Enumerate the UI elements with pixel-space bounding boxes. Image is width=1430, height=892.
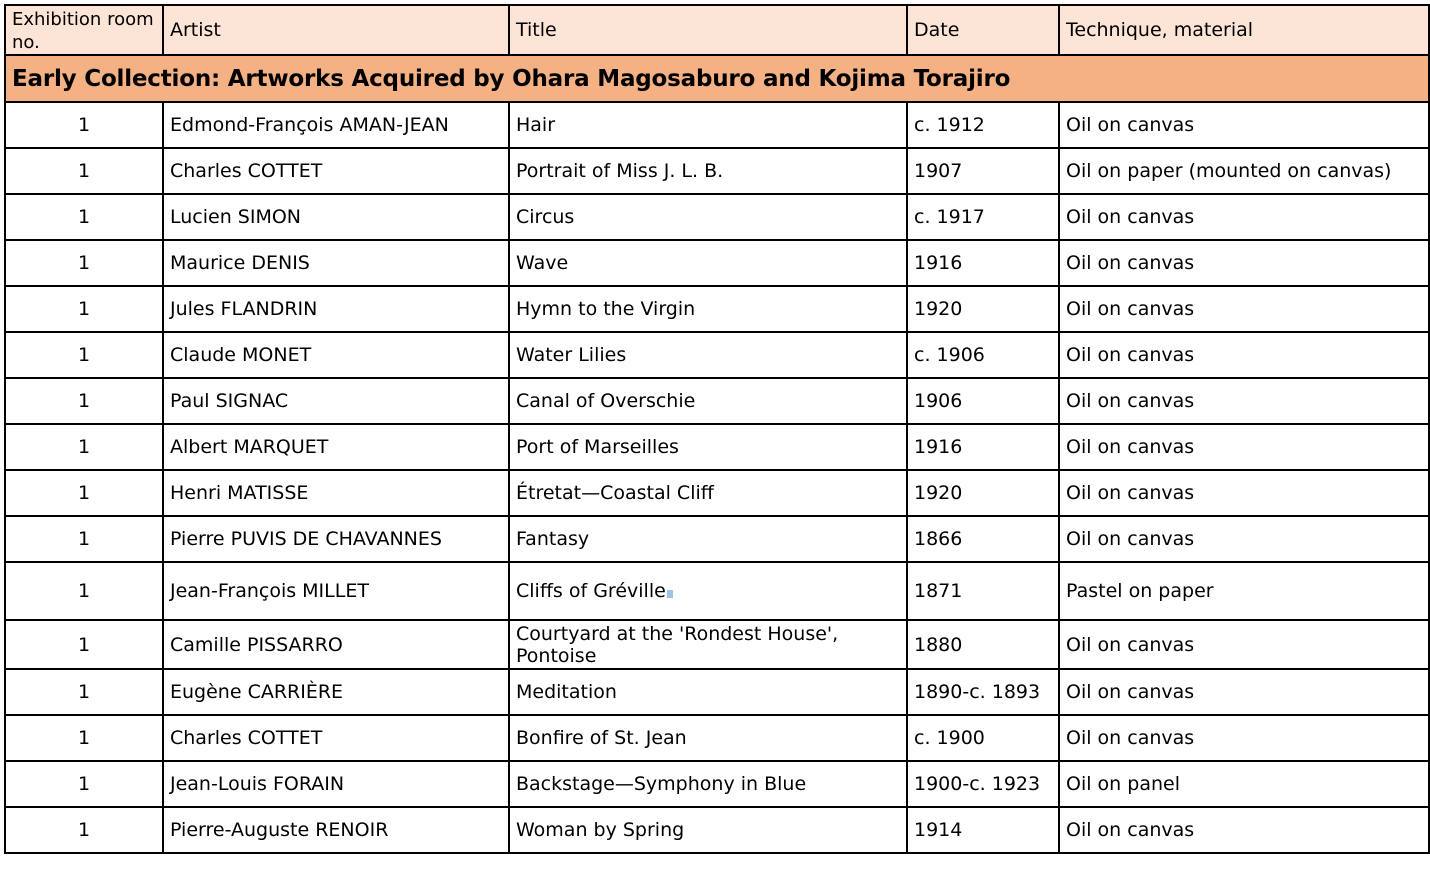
cell-title[interactable]: Meditation bbox=[509, 669, 907, 715]
cell-room[interactable]: 1 bbox=[5, 102, 163, 148]
cell-title[interactable]: Backstage—Symphony in Blue bbox=[509, 761, 907, 807]
cell-room[interactable]: 1 bbox=[5, 194, 163, 240]
cell-date[interactable]: 1916 bbox=[907, 240, 1059, 286]
table-row bbox=[5, 761, 1429, 807]
cell-artist[interactable]: Lucien SIMON bbox=[163, 194, 509, 240]
cell-title-text: Cliffs of Gréville bbox=[516, 580, 666, 602]
cell-technique[interactable]: Oil on canvas bbox=[1059, 240, 1429, 286]
cell-date[interactable]: 1920 bbox=[907, 286, 1059, 332]
cell-title[interactable]: Circus bbox=[509, 194, 907, 240]
cell-title[interactable]: Courtyard at the 'Rondest House', Pontoise bbox=[509, 620, 907, 669]
column-header-date[interactable]: Date bbox=[907, 5, 1059, 55]
cell-title[interactable]: Water Lilies bbox=[509, 332, 907, 378]
cell-date[interactable]: 1880 bbox=[907, 620, 1059, 669]
cell-artist[interactable]: Jean-François MILLET bbox=[163, 562, 509, 620]
cell-artist[interactable]: Henri MATISSE bbox=[163, 470, 509, 516]
cell-date[interactable]: 1907 bbox=[907, 148, 1059, 194]
cell-date[interactable]: 1906 bbox=[907, 378, 1059, 424]
cell-date[interactable]: 1871 bbox=[907, 562, 1059, 620]
table-row bbox=[5, 194, 1429, 240]
cell-date[interactable]: c. 1917 bbox=[907, 194, 1059, 240]
cell-room[interactable]: 1 bbox=[5, 620, 163, 669]
cell-room[interactable]: 1 bbox=[5, 424, 163, 470]
cell-technique[interactable]: Oil on canvas bbox=[1059, 332, 1429, 378]
table-header bbox=[5, 5, 1429, 55]
cell-technique[interactable]: Oil on canvas bbox=[1059, 378, 1429, 424]
cell-date[interactable]: c. 1900 bbox=[907, 715, 1059, 761]
cell-technique[interactable]: Oil on panel bbox=[1059, 761, 1429, 807]
cell-room[interactable]: 1 bbox=[5, 807, 163, 853]
collection-table bbox=[4, 4, 1430, 854]
table-row bbox=[5, 332, 1429, 378]
column-header-title[interactable]: Title bbox=[509, 5, 907, 55]
cell-date[interactable]: 1890-c. 1893 bbox=[907, 669, 1059, 715]
cell-artist[interactable]: Paul SIGNAC bbox=[163, 378, 509, 424]
cell-title[interactable]: Étretat—Coastal Cliff bbox=[509, 470, 907, 516]
header-row bbox=[5, 5, 1429, 55]
cell-title[interactable]: Canal of Overschie bbox=[509, 378, 907, 424]
cell-title[interactable] bbox=[509, 562, 907, 620]
cell-title[interactable]: Bonfire of St. Jean bbox=[509, 715, 907, 761]
cell-room[interactable]: 1 bbox=[5, 669, 163, 715]
cell-room[interactable]: 1 bbox=[5, 240, 163, 286]
cell-title[interactable]: Portrait of Miss J. L. B. bbox=[509, 148, 907, 194]
cell-room[interactable]: 1 bbox=[5, 332, 163, 378]
table-row bbox=[5, 669, 1429, 715]
cell-date[interactable]: 1920 bbox=[907, 470, 1059, 516]
cell-title[interactable]: Hair bbox=[509, 102, 907, 148]
cell-technique[interactable]: Oil on canvas bbox=[1059, 715, 1429, 761]
cell-artist[interactable]: Charles COTTET bbox=[163, 148, 509, 194]
section-heading[interactable]: Early Collection: Artworks Acquired by Ohara Magosaburo and Kojima Torajiro bbox=[5, 55, 1429, 102]
cell-technique[interactable]: Pastel on paper bbox=[1059, 562, 1429, 620]
cell-technique[interactable]: Oil on paper (mounted on canvas) bbox=[1059, 148, 1429, 194]
table-row bbox=[5, 470, 1429, 516]
cell-title[interactable]: Hymn to the Virgin bbox=[509, 286, 907, 332]
table-row bbox=[5, 240, 1429, 286]
cell-room[interactable]: 1 bbox=[5, 516, 163, 562]
cell-artist[interactable]: Claude MONET bbox=[163, 332, 509, 378]
cell-date[interactable]: 1900-c. 1923 bbox=[907, 761, 1059, 807]
table-body bbox=[5, 55, 1429, 853]
table-row bbox=[5, 286, 1429, 332]
cell-technique[interactable]: Oil on canvas bbox=[1059, 620, 1429, 669]
cell-room[interactable]: 1 bbox=[5, 761, 163, 807]
cell-technique[interactable]: Oil on canvas bbox=[1059, 516, 1429, 562]
cell-title[interactable]: Port of Marseilles bbox=[509, 424, 907, 470]
cell-date[interactable]: c. 1912 bbox=[907, 102, 1059, 148]
cell-date[interactable]: 1914 bbox=[907, 807, 1059, 853]
cell-artist[interactable]: Charles COTTET bbox=[163, 715, 509, 761]
table-row bbox=[5, 102, 1429, 148]
table-row bbox=[5, 807, 1429, 853]
cell-title[interactable]: Wave bbox=[509, 240, 907, 286]
table-row bbox=[5, 424, 1429, 470]
cell-technique[interactable]: Oil on canvas bbox=[1059, 669, 1429, 715]
cell-room[interactable]: 1 bbox=[5, 286, 163, 332]
column-header-technique[interactable]: Technique, material bbox=[1059, 5, 1429, 55]
cell-room[interactable]: 1 bbox=[5, 378, 163, 424]
cell-technique[interactable]: Oil on canvas bbox=[1059, 194, 1429, 240]
cell-artist[interactable]: Maurice DENIS bbox=[163, 240, 509, 286]
cell-room[interactable]: 1 bbox=[5, 715, 163, 761]
section-row bbox=[5, 55, 1429, 102]
cell-artist[interactable]: Edmond-François AMAN-JEAN bbox=[163, 102, 509, 148]
cell-artist[interactable]: Jean-Louis FORAIN bbox=[163, 761, 509, 807]
column-header-artist[interactable]: Artist bbox=[163, 5, 509, 55]
table-row bbox=[5, 620, 1429, 669]
column-header-room[interactable]: Exhibition room no. bbox=[5, 5, 163, 55]
cell-technique[interactable]: Oil on canvas bbox=[1059, 424, 1429, 470]
comment-marker-icon bbox=[667, 590, 673, 598]
table-row bbox=[5, 715, 1429, 761]
cell-technique[interactable]: Oil on canvas bbox=[1059, 807, 1429, 853]
cell-artist[interactable]: Jules FLANDRIN bbox=[163, 286, 509, 332]
table-row bbox=[5, 516, 1429, 562]
cell-title[interactable]: Woman by Spring bbox=[509, 807, 907, 853]
cell-room[interactable]: 1 bbox=[5, 562, 163, 620]
cell-technique[interactable]: Oil on canvas bbox=[1059, 470, 1429, 516]
cell-title[interactable]: Fantasy bbox=[509, 516, 907, 562]
cell-room[interactable]: 1 bbox=[5, 470, 163, 516]
cell-artist[interactable]: Eugène CARRIÈRE bbox=[163, 669, 509, 715]
table-row bbox=[5, 562, 1429, 620]
cell-room[interactable]: 1 bbox=[5, 148, 163, 194]
cell-artist[interactable]: Camille PISSARRO bbox=[163, 620, 509, 669]
cell-artist[interactable]: Pierre-Auguste RENOIR bbox=[163, 807, 509, 853]
table-row bbox=[5, 378, 1429, 424]
cell-artist[interactable]: Albert MARQUET bbox=[163, 424, 509, 470]
cell-date[interactable]: c. 1906 bbox=[907, 332, 1059, 378]
cell-date[interactable]: 1866 bbox=[907, 516, 1059, 562]
cell-date[interactable]: 1916 bbox=[907, 424, 1059, 470]
cell-technique[interactable]: Oil on canvas bbox=[1059, 102, 1429, 148]
cell-artist[interactable]: Pierre PUVIS DE CHAVANNES bbox=[163, 516, 509, 562]
table-row bbox=[5, 148, 1429, 194]
cell-technique[interactable]: Oil on canvas bbox=[1059, 286, 1429, 332]
